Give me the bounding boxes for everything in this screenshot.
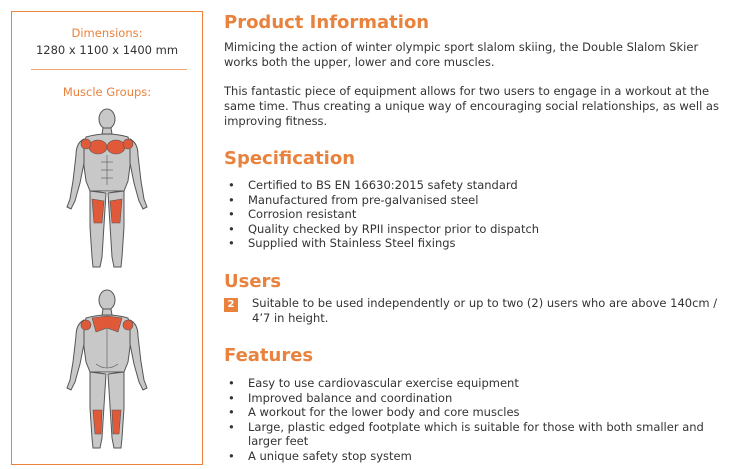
list-item: • Certified to BS EN 16630:2015 safety standard: [228, 178, 518, 192]
users-description: Suitable to be used independently or up to two (2) users who are above 140cm / 4’7 in height.: [252, 296, 718, 325]
bullet-icon: •: [228, 192, 235, 207]
product-information-heading: Product Information: [224, 12, 430, 33]
side-divider: [31, 69, 187, 70]
dimensions-value: 1280 x 1100 x 1400 mm: [35, 43, 179, 57]
bullet-icon: •: [228, 236, 235, 250]
list-item: • Improved balance and coordination: [228, 390, 453, 405]
specification-heading: Specification: [224, 148, 356, 169]
users-heading: Users: [224, 271, 282, 292]
human-body-back-icon: [12, 288, 202, 454]
list-item: • A workout for the lower body and core muscles: [228, 405, 520, 419]
bullet-icon: •: [228, 207, 235, 221]
product-description-2: This fantastic piece of equipment allows for two users to engage in a workout at the same time. Thus creating a unique way of encouraging social relationships, as well as improving fitness.: [224, 84, 719, 128]
list-item: • Easy to use cardiovascular exercise equipment: [228, 376, 519, 390]
human-body-front-icon: [12, 107, 202, 273]
bullet-icon: •: [228, 376, 235, 390]
list-item: • Supplied with Stainless Steel fixings: [228, 236, 456, 250]
list-item: • Manufactured from pre-galvanised steel: [228, 192, 479, 207]
bullet-icon: •: [228, 390, 235, 405]
bullet-icon: •: [228, 178, 235, 192]
side-panel: [11, 11, 203, 465]
features-list: [224, 376, 724, 463]
bullet-icon: •: [228, 221, 235, 236]
list-item: • A unique safety stop system: [228, 448, 412, 463]
list-item: • Quality checked by RPII inspector prior to dispatch: [228, 221, 540, 236]
bullet-icon: •: [228, 419, 235, 434]
list-item: • Large, plastic edged footplate which is suitable for those with both smaller and larger feet: [228, 419, 704, 448]
specification-list: [224, 178, 724, 251]
list-item: • Corrosion resistant: [228, 207, 357, 221]
dimensions-label: Dimensions:: [71, 26, 143, 40]
user-count-badge: 2: [224, 298, 238, 312]
muscle-groups-label: Muscle Groups:: [62, 85, 152, 99]
bullet-icon: •: [228, 405, 235, 419]
bullet-icon: •: [228, 448, 235, 463]
features-heading: Features: [224, 345, 314, 366]
product-description-1: Mimicing the action of winter olympic sport slalom skiing, the Double Slalom Skier works both the upper, lower and core muscles.: [224, 40, 699, 69]
